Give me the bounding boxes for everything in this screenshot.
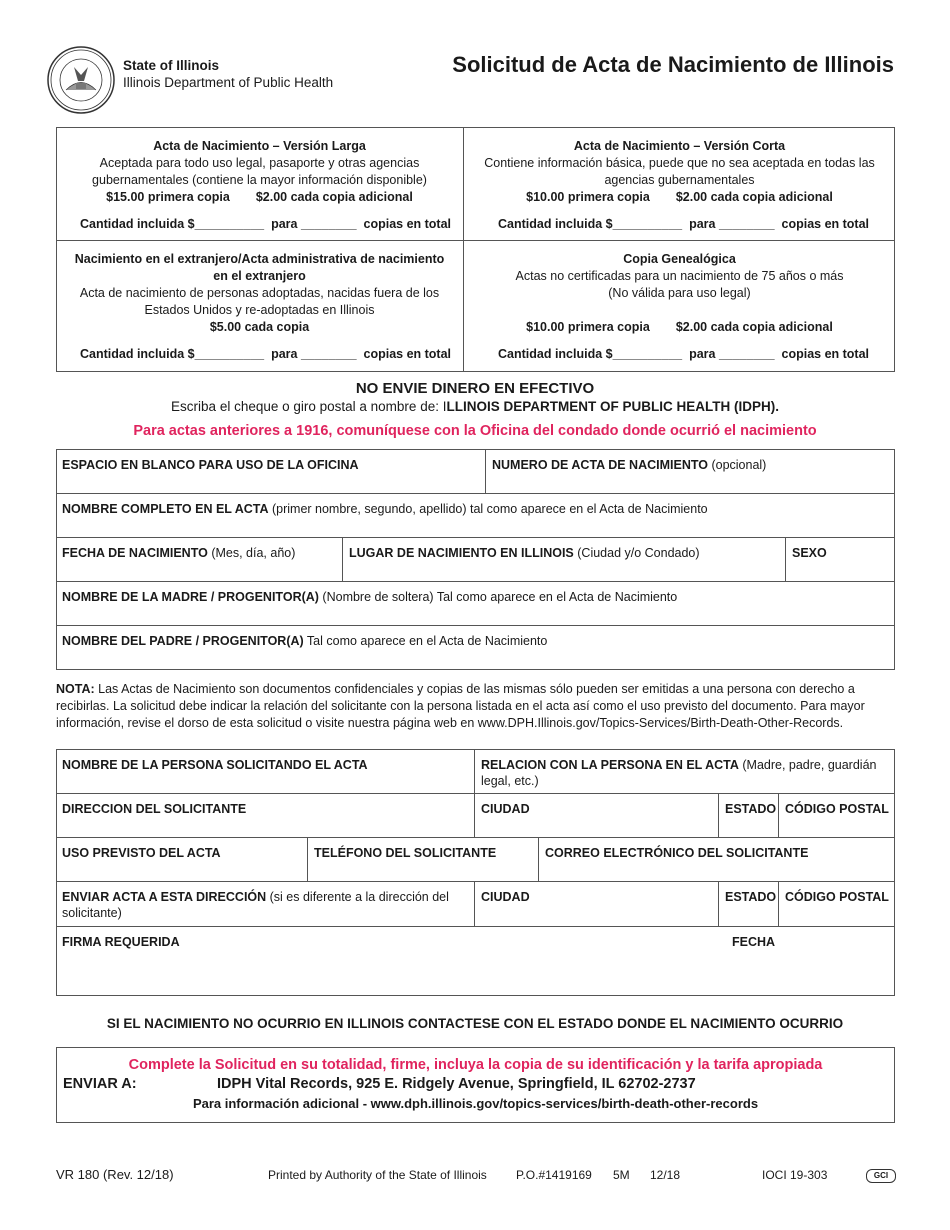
qty-line-long[interactable]: Cantidad incluida $__________ para ________ copias en total	[80, 217, 452, 231]
applicant-city-field[interactable]: CIUDAD	[481, 802, 530, 816]
mail-to-state-field[interactable]: ESTADO	[725, 890, 777, 904]
print-date: 12/18	[650, 1168, 681, 1182]
ioci-number: IOCI 19-303	[762, 1168, 828, 1182]
mailing-instruction: Complete la Solicitud en su totalidad, firme, incluya la copia de su identificación y la tarifa apropiada	[128, 1057, 823, 1073]
mother-name-field[interactable]: NOMBRE DE LA MADRE / PROGENITOR(A) (Nombre de soltera) Tal como aparece en el Acta de Nacimiento	[62, 590, 678, 604]
applicant-state-field[interactable]: ESTADO	[725, 802, 777, 816]
product-long-form: Acta de Nacimiento – Versión Larga Aceptada para todo uso legal, pasaporte y otras agencias gubernamentales (contiene la mayor información disponible) $15.00 primera copia $2.00 cada copia adicional	[92, 139, 427, 204]
date-field[interactable]: FECHA	[732, 935, 776, 949]
applicant-address-field[interactable]: DIRECCION DEL SOLICITANTE	[62, 802, 247, 816]
applicant-name-field[interactable]: NOMBRE DE LA PERSONA SOLICITANDO EL ACTA	[62, 758, 368, 772]
relation-field[interactable]: RELACION CON LA PERSONA EN EL ACTA (Madre, padre, guardián legal, etc.)	[481, 758, 877, 788]
qty-line-genealogy[interactable]: Cantidad incluida $__________ para ________ copias en total	[498, 347, 870, 361]
mail-to-zip-field[interactable]: CÓDIGO POSTAL	[785, 890, 889, 904]
mail-to-address-field[interactable]: ENVIAR ACTA A ESTA DIRECCIÓN (si es diferente a la dirección del solicitante)	[62, 890, 449, 920]
union-bug-icon: GCI	[866, 1169, 896, 1183]
qty-line-foreign[interactable]: Cantidad incluida $__________ para ________ copias en total	[80, 347, 452, 361]
purpose-field[interactable]: USO PREVISTO DEL ACTA	[62, 846, 221, 860]
state-name: State of Illinois	[123, 58, 220, 73]
applicant-zip-field[interactable]: CÓDIGO POSTAL	[785, 802, 889, 816]
department-name: Illinois Department of Public Health	[123, 75, 334, 90]
page-title: Solicitud de Acta de Nacimiento de Illinois	[452, 52, 894, 77]
dob-field[interactable]: FECHA DE NACIMIENTO (Mes, día, año)	[62, 546, 296, 560]
form-id: VR 180 (Rev. 12/18)	[56, 1167, 174, 1182]
additional-info: Para información adicional - www.dph.illinois.gov/topics-services/birth-death-other-records	[192, 1096, 759, 1111]
full-name-field[interactable]: NOMBRE COMPLETO EN EL ACTA (primer nombre, segundo, apellido) tal como aparece en el Acta de Nacimiento	[62, 502, 708, 516]
product-short-form: Acta de Nacimiento – Versión Corta Contiene información básica, puede que no sea aceptada en todas las agencias gubernamentales $10.00 primera copia $2.00 cada copia adicional	[484, 139, 875, 204]
po-number: P.O.#1419169	[516, 1168, 592, 1182]
phone-field[interactable]: TELÉFONO DEL SOLICITANTE	[314, 846, 497, 860]
payable-to: Escriba el cheque o giro postal a nombre de: ILLINOIS DEPARTMENT OF PUBLIC HEALTH (IDPH).	[171, 399, 779, 414]
cert-number-field[interactable]: NUMERO DE ACTA DE NACIMIENTO (opcional)	[492, 458, 767, 472]
confidentiality-note: NOTA: Las Actas de Nacimiento son documentos confidenciales y copias de las mismas sólo pueden ser emitidas a una persona con derecho a recibirlas. La solicitud debe indicar la relación del solicitante con la persona listada en el acta así como el uso previsto del documento. Para mayor información, revise el dorso de esta solicitud o visite nuestra página web en www.DPH.Illinois.gov/Topics-Services/Birth-Death-Other-Records.	[56, 682, 865, 730]
no-cash-notice: NO ENVIE DINERO EN EFECTIVO	[355, 380, 595, 397]
out-of-state-notice: SI EL NACIMIENTO NO OCURRIO EN ILLINOIS CONTACTESE CON EL ESTADO DONDE EL NACIMIENTO OCURRIO	[106, 1016, 844, 1031]
mail-to-city-field[interactable]: CIUDAD	[481, 890, 530, 904]
qty-line-short[interactable]: Cantidad incluida $__________ para ________ copias en total	[498, 217, 870, 231]
state-seal	[46, 45, 116, 115]
office-use-field: ESPACIO EN BLANCO PARA USO DE LA OFICINA	[62, 458, 359, 472]
printed-by: Printed by Authority of the State of Illinois	[268, 1168, 487, 1182]
send-to-label: ENVIAR A:	[63, 1076, 137, 1092]
father-name-field[interactable]: NOMBRE DEL PADRE / PROGENITOR(A) Tal como aparece en el Acta de Nacimiento	[62, 634, 548, 648]
pob-field[interactable]: LUGAR DE NACIMIENTO EN ILLINOIS (Ciudad y/o Condado)	[349, 546, 700, 560]
signature-field[interactable]: FIRMA REQUERIDA	[62, 935, 180, 949]
product-genealogy: Copia Genealógica Actas no certificadas para un nacimiento de 75 años o más (No válida para uso legal) $10.00 primera copia $2.00 cada copia adicional	[515, 252, 844, 334]
print-quantity: 5M	[613, 1168, 630, 1182]
product-foreign-birth: Nacimiento en el extranjero/Acta administrativa de nacimiento en el extranjero Acta de nacimiento de personas adoptadas, nacidas fuera de los Estados Unidos y re-adoptadas en Illinois $5.00 cada copia	[74, 252, 445, 334]
sex-field[interactable]: SEXO	[792, 546, 827, 560]
email-field[interactable]: CORREO ELECTRÓNICO DEL SOLICITANTE	[545, 846, 809, 860]
mailing-address: IDPH Vital Records, 925 E. Ridgely Avenue, Springfield, IL 62702-2737	[217, 1076, 696, 1092]
pre-1916-notice: Para actas anteriores a 1916, comuníquese con la Oficina del condado donde ocurrió el nacimiento	[133, 423, 817, 439]
